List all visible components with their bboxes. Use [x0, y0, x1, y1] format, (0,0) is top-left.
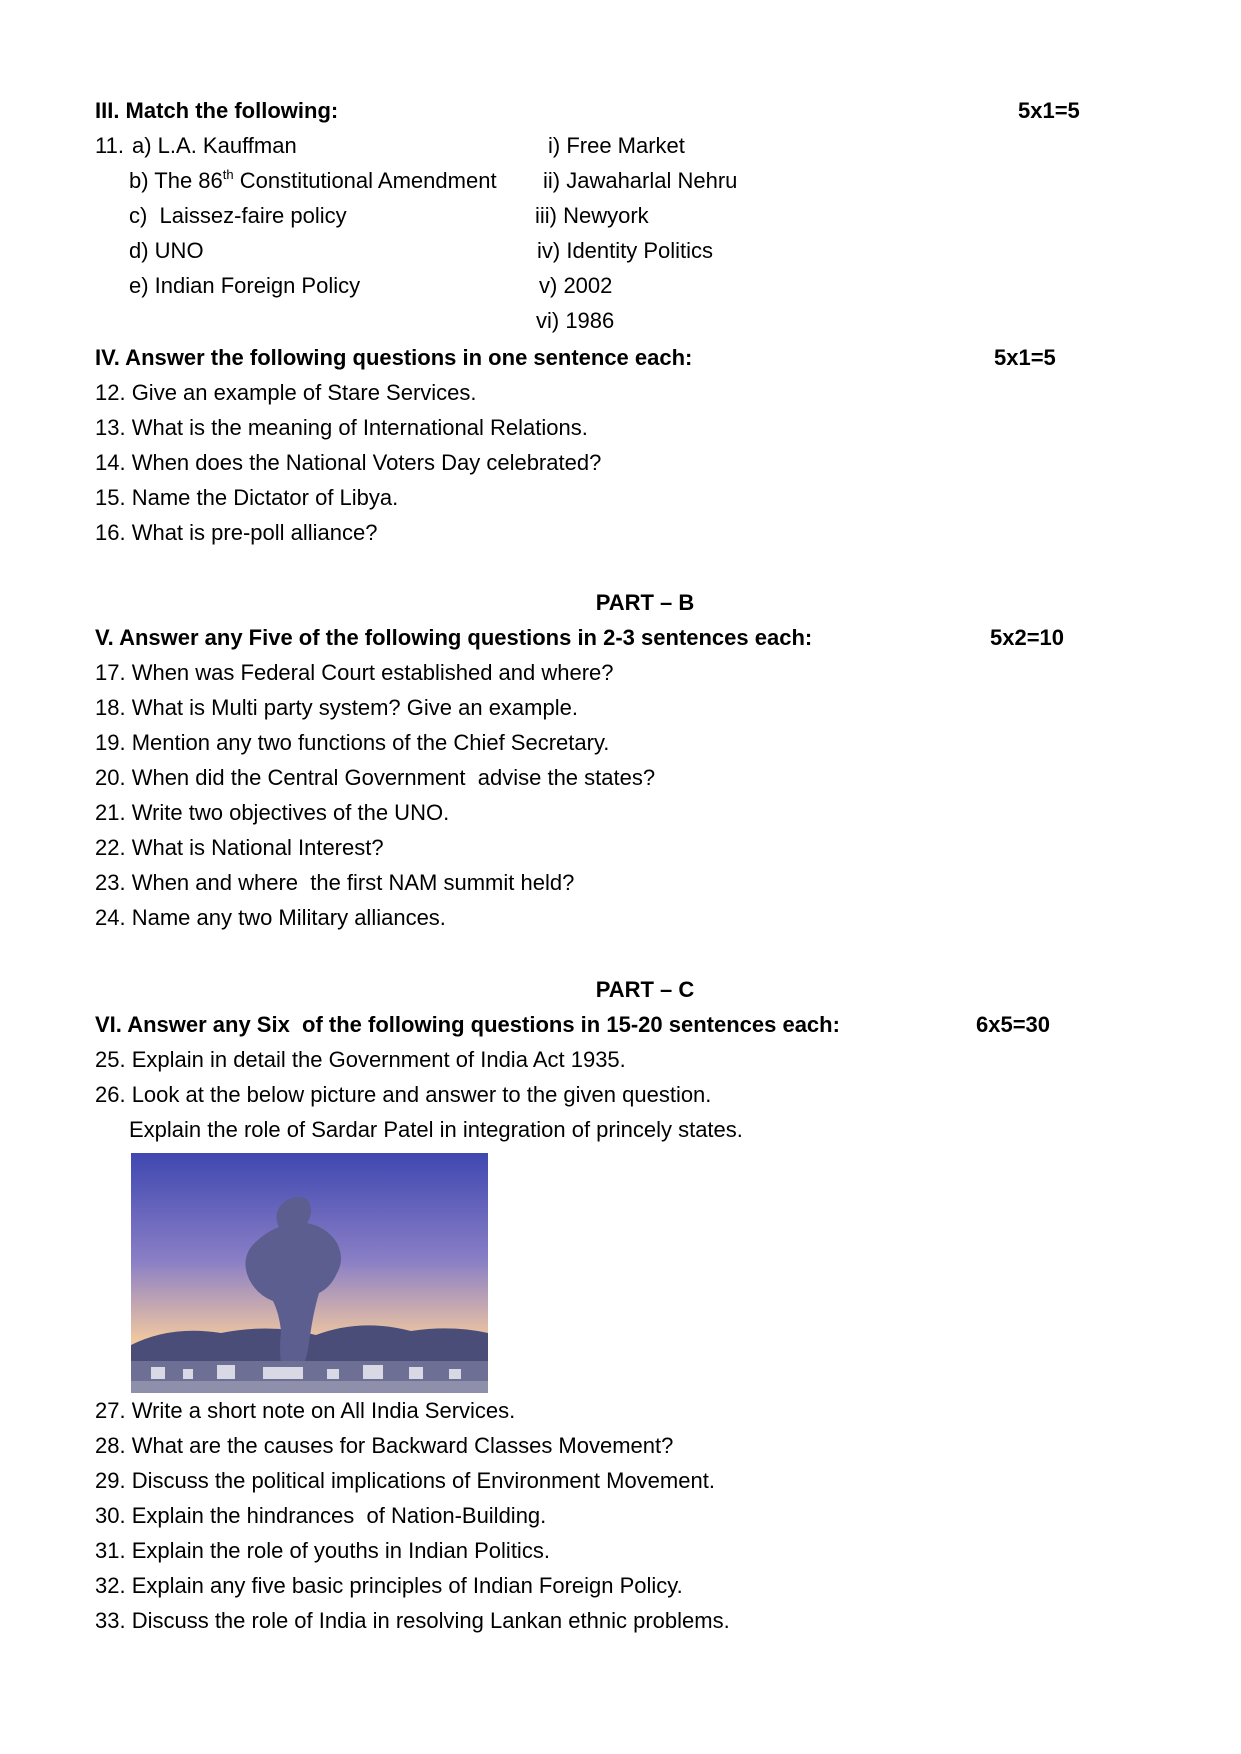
match-right-5: v) 2002: [539, 273, 613, 298]
part-c-title: PART – C: [595, 977, 695, 1002]
part-b-title: PART – B: [595, 590, 695, 615]
question-33: 33. Discuss the role of India in resolving Lankan ethnic problems.: [95, 1608, 730, 1633]
question-26: 26. Look at the below picture and answer to the given question.: [95, 1082, 712, 1107]
photo-ground: [131, 1381, 488, 1393]
match-left-d: d) UNO: [129, 238, 204, 263]
section-4-heading: IV. Answer the following questions in one sentence each:: [95, 345, 693, 370]
statue-of-unity-photo: [131, 1153, 488, 1393]
question-18: 18. What is Multi party system? Give an example.: [95, 695, 578, 720]
section-5-marks: 5x2=10: [990, 625, 1065, 650]
question-26-sub: Explain the role of Sardar Patel in integration of princely states.: [129, 1117, 743, 1142]
match-right-6: vi) 1986: [536, 308, 615, 333]
section-3-marks: 5x1=5: [1018, 98, 1080, 123]
section-6-heading: VI. Answer any Six of the following questions in 15-20 sentences each:: [95, 1012, 840, 1037]
question-21: 21. Write two objectives of the UNO.: [95, 800, 450, 825]
section-3-heading: III. Match the following:: [95, 98, 339, 123]
question-13: 13. What is the meaning of International Relations.: [95, 415, 588, 440]
match-left-b: b) The 86th Constitutional Amendment: [129, 167, 497, 193]
question-24: 24. Name any two Military alliances.: [95, 905, 446, 930]
question-12: 12. Give an example of Stare Services.: [95, 380, 477, 405]
superscript: th: [222, 167, 234, 182]
question-29: 29. Discuss the political implications of Environment Movement.: [95, 1468, 715, 1493]
question-17: 17. When was Federal Court established and where?: [95, 660, 614, 685]
section-4-marks: 5x1=5: [994, 345, 1056, 370]
match-left-c: c) Laissez-faire policy: [129, 203, 347, 228]
question-22: 22. What is National Interest?: [95, 835, 384, 860]
question-14: 14. When does the National Voters Day celebrated?: [95, 450, 602, 475]
question-31: 31. Explain the role of youths in Indian Politics.: [95, 1538, 550, 1563]
match-right-4: iv) Identity Politics: [537, 238, 714, 263]
question-30: 30. Explain the hindrances of Nation-Building.: [95, 1503, 547, 1528]
match-right-2: ii) Jawaharlal Nehru: [543, 168, 738, 193]
section-6-marks: 6x5=30: [976, 1012, 1051, 1037]
match-left-e: e) Indian Foreign Policy: [129, 273, 361, 298]
question-19: 19. Mention any two functions of the Chief Secretary.: [95, 730, 610, 755]
question-23: 23. When and where the first NAM summit held?: [95, 870, 575, 895]
question-25: 25. Explain in detail the Government of India Act 1935.: [95, 1047, 626, 1072]
match-right-3: iii) Newyork: [535, 203, 649, 228]
question-15: 15. Name the Dictator of Libya.: [95, 485, 399, 510]
section-5-heading: V. Answer any Five of the following questions in 2-3 sentences each:: [95, 625, 813, 650]
match-left-a: a) L.A. Kauffman: [132, 133, 297, 158]
question-28: 28. What are the causes for Backward Classes Movement?: [95, 1433, 674, 1458]
question-27: 27. Write a short note on All India Services.: [95, 1398, 516, 1423]
question-20: 20. When did the Central Government advise the states?: [95, 765, 656, 790]
question-16: 16. What is pre-poll alliance?: [95, 520, 378, 545]
question-number: 11.: [95, 133, 124, 158]
question-32: 32. Explain any five basic principles of Indian Foreign Policy.: [95, 1573, 683, 1598]
match-right-1: i) Free Market: [548, 133, 685, 158]
